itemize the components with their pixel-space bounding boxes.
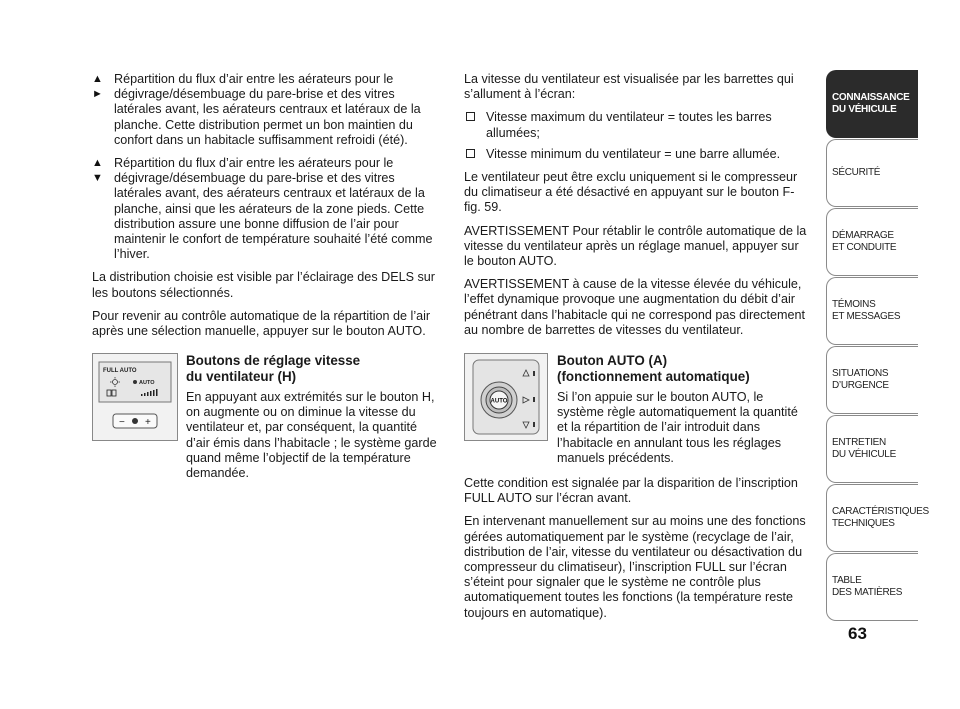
checkbox-bullet-icon (466, 112, 475, 121)
sidebar-tab[interactable]: SITUATIONS D’URGENCE (826, 346, 918, 414)
right-bottom-text (464, 476, 809, 629)
auto-button-label: AUTO (490, 398, 508, 405)
fan-speed-body: En appuyant aux extrémités sur le bouton H, on augmente ou on diminue la vitesse du ventilateur et, par conséquent, la quantité d’air émis dans l’habitacle ; le système garde quand même l’objectif de la température demandée. (186, 390, 437, 481)
distribution-item-2 (92, 156, 437, 262)
arrow-up-right-icon: ▲ ► (92, 73, 103, 101)
led-indicator (533, 422, 535, 427)
chapter-sidebar (826, 70, 929, 622)
arrow-up-down-icon: ▲ ▼ (92, 157, 103, 185)
distribution-item-1 (92, 72, 437, 148)
left-column (92, 72, 437, 347)
full-auto-paragraph: Cette condition est signalée par la disparition de l’inscription FULL AUTO sur l’écran avant. (464, 476, 798, 506)
fan-exclusion-paragraph: Le ventilateur peut être exclu uniquement si le compresseur du climatiseur a été désactivé en appuyant sur le bouton F-fig. 59. (464, 170, 798, 215)
auto-button-heading: Bouton AUTO (A) (fonctionnement automatique) (557, 353, 750, 384)
fan-icon (133, 380, 137, 384)
distribution-item-1-text: Répartition du flux d’air entre les aérateurs pour le dégivrage/désembuage du pare-brise et des vitres latérales avant, les aérateurs centraux et latéraux de la planche. Cette distribution permet un bon maintien du confort dans un habitacle suffisamment refroidi (été). (114, 72, 421, 147)
full-auto-label: FULL AUTO (103, 368, 137, 374)
bullet-item: Vitesse minimum du ventilateur = une barre allumée. (464, 147, 809, 162)
sidebar-tab[interactable]: TÉMOINS ET MESSAGES (826, 277, 918, 345)
sidebar-tab[interactable]: SÉCURITÉ (826, 139, 918, 207)
fan-control-illustration (93, 354, 177, 440)
sidebar-tab[interactable]: CONNAISSANCE DU VÉHICULE (826, 70, 918, 138)
sidebar-tab[interactable]: TABLE DES MATIÈRES (826, 553, 918, 621)
distribution-item-2-text: Répartition du flux d’air entre les aérateurs pour le dégivrage/désembuage du pare-brise et des vitres latérales avant, des aérateurs centraux et latéraux de la planche, ainsi que les aérateurs de la zone pieds. Cette distribution assure une bonne diffusion de l’air pour maintenir le confort de température souhaité l’été comme l’hiver. (114, 156, 433, 262)
auto-label: AUTO (139, 380, 155, 386)
fan-speed-intro: La vitesse du ventilateur est visualisée par les barrettes qui s’allument à l’écran: (464, 72, 794, 102)
warning-paragraph-2: AVERTISSEMENT à cause de la vitesse élevée du véhicule, l’effet dynamique provoque une augmentation du débit d’air pénétrant dans l’habitacle qui ne correspond pas directement au nombre de barrettes de vitesses du ventilateur. (464, 277, 805, 337)
led-indicator (533, 397, 535, 402)
page-number: 63 (848, 624, 867, 643)
right-column (464, 72, 809, 346)
bullet-item: Vitesse maximum du ventilateur = toutes les barres allumées; (464, 110, 809, 140)
fan-speed-section (186, 353, 441, 481)
auto-return-paragraph: Pour revenir au contrôle automatique de la répartition de l’air après une sélection manuelle, appuyer sur le bouton AUTO. (92, 308, 431, 339)
sidebar-tab[interactable]: CARACTÉRISTIQUES TECHNIQUES (826, 484, 918, 552)
led-indicator (533, 371, 535, 376)
minus-icon: − (119, 417, 125, 428)
fan-icon (132, 418, 138, 424)
auto-button-illustration (465, 354, 547, 440)
fan-control-figure (92, 353, 178, 441)
auto-button-section (557, 353, 809, 466)
auto-button-body: Si l’on appuie sur le bouton AUTO, le système règle automatiquement la quantité et la répartition de l’air introduit dans l’habitacle en annulant tous les réglages manuels précédents. (557, 390, 798, 465)
manual-intervention-paragraph: En intervenant manuellement sur au moins une des fonctions gérées automatiquement par le système (recyclage de l’air, distribution de l’air, vitesse du ventilateur ou désactivation du compresseur du climatiseur), l’inscription FULL sur l’écran s’éteint pour signaler que le système ne contrôle plus automatiquement toutes les fonctions (la température reste toujours en automatique). (464, 514, 806, 620)
sidebar-tab[interactable]: ENTRETIEN DU VÉHICULE (826, 415, 918, 483)
auto-button-figure (464, 353, 548, 441)
plus-icon: + (145, 417, 151, 428)
fan-speed-heading: Boutons de réglage vitesse du ventilateur (H) (186, 353, 361, 384)
sidebar-tab[interactable]: DÉMARRAGE ET CONDUITE (826, 208, 918, 276)
checkbox-bullet-icon (466, 149, 475, 158)
warning-paragraph-1: AVERTISSEMENT Pour rétablir le contrôle automatique de la vitesse du ventilateur après un réglage manuel, appuyer sur le bouton AUTO. (464, 223, 807, 269)
leds-paragraph: La distribution choisie est visible par l’éclairage des DELS sur les boutons sélectionnés. (92, 270, 436, 300)
